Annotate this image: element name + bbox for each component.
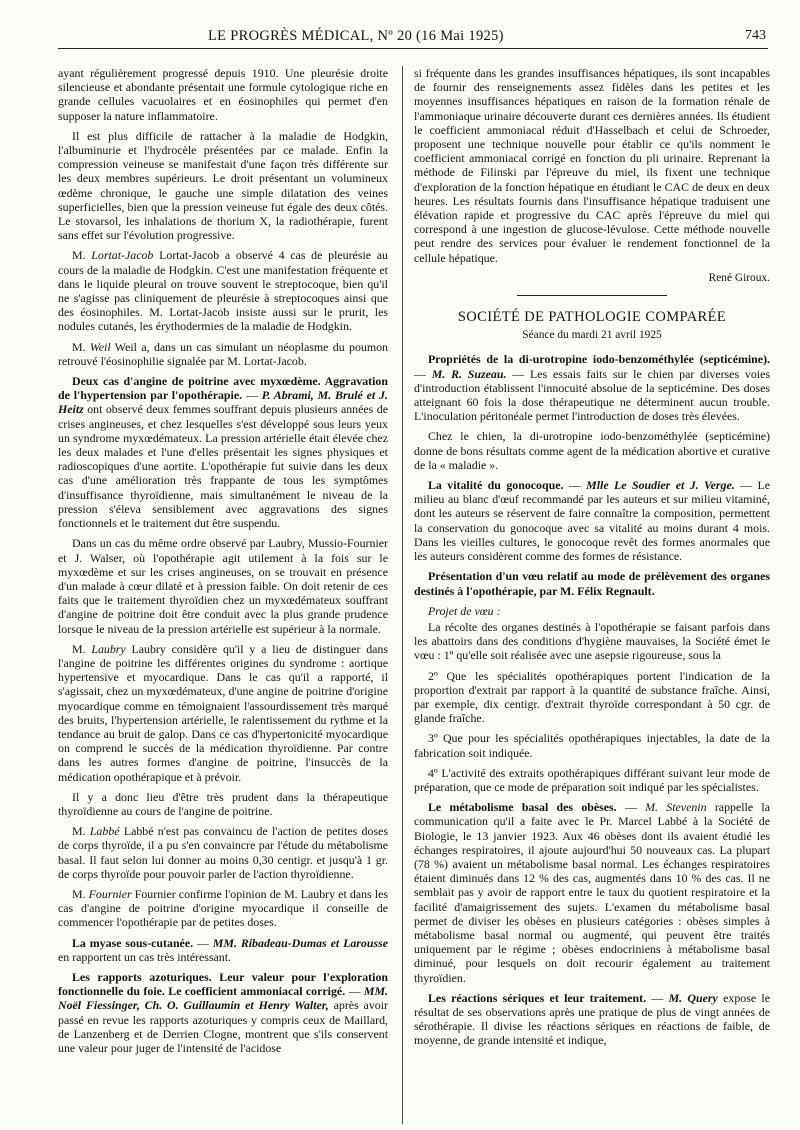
authors: M. R. Suzeau. (431, 366, 507, 381)
speaker-name: Fournier (88, 886, 132, 901)
paragraph: Les réactions sériques et leur traitement. — M. Query expose le résultat de ses observations après une pratique de plus de vingt années de sérothérapie. Il divise les réactions sériques en réactions de faible, de moyenne, de grande intensité et indique, (414, 990, 771, 1048)
authors: MM. Noël Fiessinger, Ch. O. Guillaumin et Henry Walter, (58, 984, 388, 1013)
section-rule (517, 295, 667, 296)
communication-title: Deux cas d'angine de poitrine avec myxœdème. Aggravation de l'hypertension par l'opothérapie. (58, 374, 388, 403)
communication-title: La vitalité du gonocoque. (428, 478, 564, 493)
paragraph: Les rapports azoturiques. Leur valeur pour l'exploration fonctionnelle du foie. Le coefficient ammoniacal corrigé. — MM. Noël Fiessinger, Ch. O. Guillaumin et Henry Walter, après avoir passé en revue les rapports azoturiques y compris ceux de Maillard, de Lanzenberg et de Derrien Clogne, montrent que s'ils conservent une valeur pour juger de l'intensité de l'acidose (58, 969, 388, 1055)
column-divider (402, 66, 403, 1124)
communication-title: Présentation d'un vœu relatif au mode de prélèvement des organes destinés à l'opothérapie, par M. Félix Regnault. (414, 569, 770, 598)
signature: René Giroux. (708, 271, 770, 284)
paragraph: M. Laubry Laubry considère qu'il y a lieu de distinguer dans l'angine de poitrine les différentes origines du syndrome : aortique hypertensive et myocardique. Dans le cas qu'il a rapporté, il s'agissait, chez un myxœdémateux, d'une angine de poitrine d'origine myocardique comme en témoignaient l'assourdissement très marqué des bruits, l'hypertension artérielle, le ralentissement du rythme et la tendance au bruit de galop. Dans ce cas d'hypertonicité myocardique on comprend le succès de la médication thyroïdienne. Par contre dans les autres formes d'angine de poitrine, l'insuccès de la médication opothérapique et à prévoir. (58, 641, 388, 784)
header-rule (58, 48, 768, 49)
communication-title: Le métabolisme basal des obèses. (428, 800, 617, 815)
paragraph: M. Weil Weil a, dans un cas simulant un néoplasme du poumon retrouvé l'éosinophilie signalée par M. Lortat-Jacob. (58, 339, 388, 368)
paragraph: La récolte des organes destinés à l'opothérapie se faisant parfois dans les abattoirs dans des conditions d'hygiène mauvaises, la Société émet le vœu : 1º qu'elle soit réalisée avec une asepsie rigoureuse, sous la (414, 619, 770, 663)
authors: M. Query (668, 990, 718, 1005)
section-title: SOCIÉTÉ DE PATHOLOGIE COMPARÉE (457, 309, 727, 326)
communication-title: Les rapports azoturiques. Leur valeur pour l'exploration fonctionnelle du foie. Le coefficient ammoniacal corrigé. (58, 969, 388, 999)
paragraph: La myase sous-cutanée. — MM. Ribadeau-Dumas et Larousse en rapportent un cas très intéressant. (58, 935, 389, 964)
authors: MM. Ribadeau-Dumas et Larousse (212, 935, 389, 950)
paragraph: Il est plus difficile de rattacher à la maladie de Hodgkin, l'albuminurie et l'hydrocèle présentées par ce malade. Enfin la compression veineuse se manifestait d'une façon très différente sur les deux membres supérieurs. Le droit présentant un volumineux œdème chronique, le gauche une simple dilatation des veines superficielles, bien que la pression veineuse fut égale des deux côtés. Le stovarsol, les inhalations de thorium X, la radiothérapie, furent sans effet sur l'évolution progressive. (58, 128, 388, 243)
paragraph: M. Lortat-Jacob Lortat-Jacob a observé 4 cas de pleurésie au cours de la maladie de Hodgkin. C'est une manifestation fréquente et dans le liquide pleural on trouve souvent le streptocoque, bien qu'il ne s'agisse pas cliniquement de pleurésie à streptocoques ainsi que des éosinophiles. M. Lortat-Jacob insiste aussi sur le prurit, les nodules cutanés, les érythodermies de la maladie de Hodgkin. (58, 248, 388, 334)
paragraph: 3º Que pour les spécialités opothérapiques injectables, la date de la fabrication soit indiquée. (414, 731, 770, 760)
speaker-name: Laubry (91, 641, 126, 656)
page-header (58, 8, 768, 44)
left-column (58, 66, 388, 1061)
authors: P. Abrami, M. Brulé et J. Heitz (58, 388, 388, 417)
communication-title: La myase sous-cutanée. (72, 935, 194, 950)
paragraph: Il y a donc lieu d'être très prudent dans la thérapeutique thyroïdienne au cours de l'angine de poitrine. (58, 789, 388, 818)
paragraph: ayant régulièrement progressé depuis 1910. Une pleurésie droite silencieuse et abondante présentait une formule cytologique riche en grande cellules vacuolaires et en éosinophiles qui permet d'en supposer la nature inflammatoire. (58, 66, 388, 123)
subheading: Projet de vœu : (428, 603, 501, 618)
speaker-name: Weil (89, 339, 111, 354)
paragraph: 4º L'activité des extraits opothérapiques différant suivant leur mode de préparation, que ce mode de préparation soit indiqué par les spécialistes. (414, 765, 770, 794)
running-title: LE PROGRÈS MÉDICAL, Nº 20 (16 Mai 1925) (208, 28, 504, 44)
paragraph: M. Fournier Fournier confirme l'opinion de M. Laubry et dans les cas d'angine de poitrine d'origine myocardique il conseille de commencer l'opothérapie par de petites doses. (58, 886, 388, 930)
communication-title: Propriétés de la di-urotropine iodo-benzométhylée (septicémine). (428, 352, 770, 367)
right-column (414, 66, 770, 1054)
session-date: Séance du mardi 21 avril 1925 (522, 329, 662, 342)
paragraph: Dans un cas du même ordre observé par Laubry, Mussio-Fournier et J. Walser, où l'opothérapie agit utilement à la fois sur le myxœdème et sur les crises angineuses, on se trouvait en présence d'un malade à cœur dilaté et à pression faible. On doit retenir de ces faits que le traitement thyroïdien chez un myxœdémateux souffrant d'angine de poitrine doit être conduit avec la plus grande prudence lorsque le niveau de la pression artérielle est supérieur à la normale. (58, 536, 388, 636)
communication-title: Les réactions sériques et leur traitement. (428, 990, 647, 1005)
speaker-name: Labbé (89, 824, 120, 839)
paragraph: si fréquente dans les grandes insuffisances hépatiques, ils sont incapables de fournir des renseignements assez fidèles dans les petites et les moyennes insuffisances hépatiques en raison de la formation rénale de l'ammoniaque urinaire découverte durant ces dernières années. Ils étudient le coefficient ammoniacal réduit d'Hasselbach et celui de Schroeder, proposent une technique nouvelle pour établir ce qu'ils nomment le coefficient ammoniacal corrigé en fonction du pli urinaire. Reprenant la méthode de Filinski par l'épreuve du miel, ils fixent une technique d'exploration de la fonction hépatique en étudiant le CAC de deux en deux heures. Les résultats fournis dans l'insuffisance hépatique traduisent une élévation rapide et progressive du CAC après l'épreuve du miel qui correspond à une ingestion de glucose-lévulose. Cette méthode nouvelle peut rendre des services pour évaluer le rendement fonctionnel de la cellule hépatique. (414, 66, 770, 265)
paragraph: M. Labbé Labbé n'est pas convaincu de l'action de petites doses de corps thyroïde, il a pu s'en convaincre par l'étude du métabolisme basal. Il faut selon lui donner au moins 0,30 centigr. et jusqu'à 1 gr. de corps thyroïde pour pouvoir parler de l'action thyroïdienne. (58, 824, 388, 881)
page-number: 743 (745, 28, 766, 43)
paragraph: Propriétés de la di-urotropine iodo-benzométhylée (septicémine). — M. R. Suzeau. — Les essais faits sur le chien par diverses voies d'introduction établissent l'innocuité absolue de la septicémine. Des doses atteignant 60 fois la dose thérapeutique ne déterminent aucun trouble. L'inoculation péritonéale permet l'introduction de doses très élevées. (414, 352, 771, 424)
paragraph: Le métabolisme basal des obèses. — M. Stevenin rappelle la communication qu'il a faite avec le Pr. Marcel Labbé à la Société de Biologie, le 13 janvier 1923. Aux 46 obèses dont ils avaient étudié les échanges respiratoires, il ajoute aujourd'hui 50 nouveaux cas. La plupart (78 %) avaient un métabolisme basal normal. Les échanges respiratoires étaient diminués dans 12 % des cas, augmentés dans 10 % des cas. Il ne semblait pas y avoir de rapport entre le taux du quotient respiratoire et la facilité d'amaigrissement des sujets. L'examen du métabolisme basal permet de diviser les obèses en plusieurs catégories : obèses simples à métabolisme basal normal ou augmenté, qui peuvent être traités uniquement par le régime ; obèses endocriniens à métabolisme basal diminué, pour lesquels on doit recourir également au traitement thyroïdien. (414, 800, 770, 985)
paragraph: Chez le chien, la di-urotropine iodo-benzométhylée (septicémine) donne de bons résultats comme agent de la médication abortive et curative de la « maladie ». (414, 429, 770, 472)
paragraph: Deux cas d'angine de poitrine avec myxœdème. Aggravation de l'hypertension par l'opothérapie. — P. Abrami, M. Brulé et J. Heitz ont observé deux femmes souffrant depuis plusieurs années de crises angineuses, et chez lesquelles s'est développé sous leurs yeux un syndrome myxœdémateux. La pression artérielle était élevée chez les deux malades et l'une d'elles présentait les signes physiques et radioscopiques d'une aortite. L'opothérapie fut suivie dans les deux cas d'une amélioration très frappante de tous les symptômes d'insuffisance thyroïdienne, mais simultanément le niveau de la pression s'éleva sensiblement avec aggravations des signes fonctionnels et le traitement dut être suspendu. (58, 374, 388, 531)
authors: Mlle Le Soudier et J. Verge. (586, 478, 735, 493)
authors: M. Stevenin (645, 800, 707, 815)
paragraph: 2º Que les spécialités opothérapiques portent l'indication de la proportion d'extrait par rapport à la quantité de substance fraîche. Ainsi, par exemple, dix centigr. d'extrait thyroïde correspondant à 50 cgr. de glande fraîche. (414, 668, 770, 726)
speaker-name: Lortat-Jacob (91, 248, 154, 263)
paragraph: La vitalité du gonocoque. — Mlle Le Soudier et J. Verge. — Le milieu au blanc d'œuf recommandé par les auteurs et sur milieu vitaminé, dont les auteurs se réservent de faire connaître la composition, permettent la conservation du gonocoque avec sa vitalité au moins durant 4 mois. Dans les vieilles cultures, le gonocoque revêt des formes anormales que les auteurs considèrent comme des formes de résistance. (414, 478, 770, 564)
